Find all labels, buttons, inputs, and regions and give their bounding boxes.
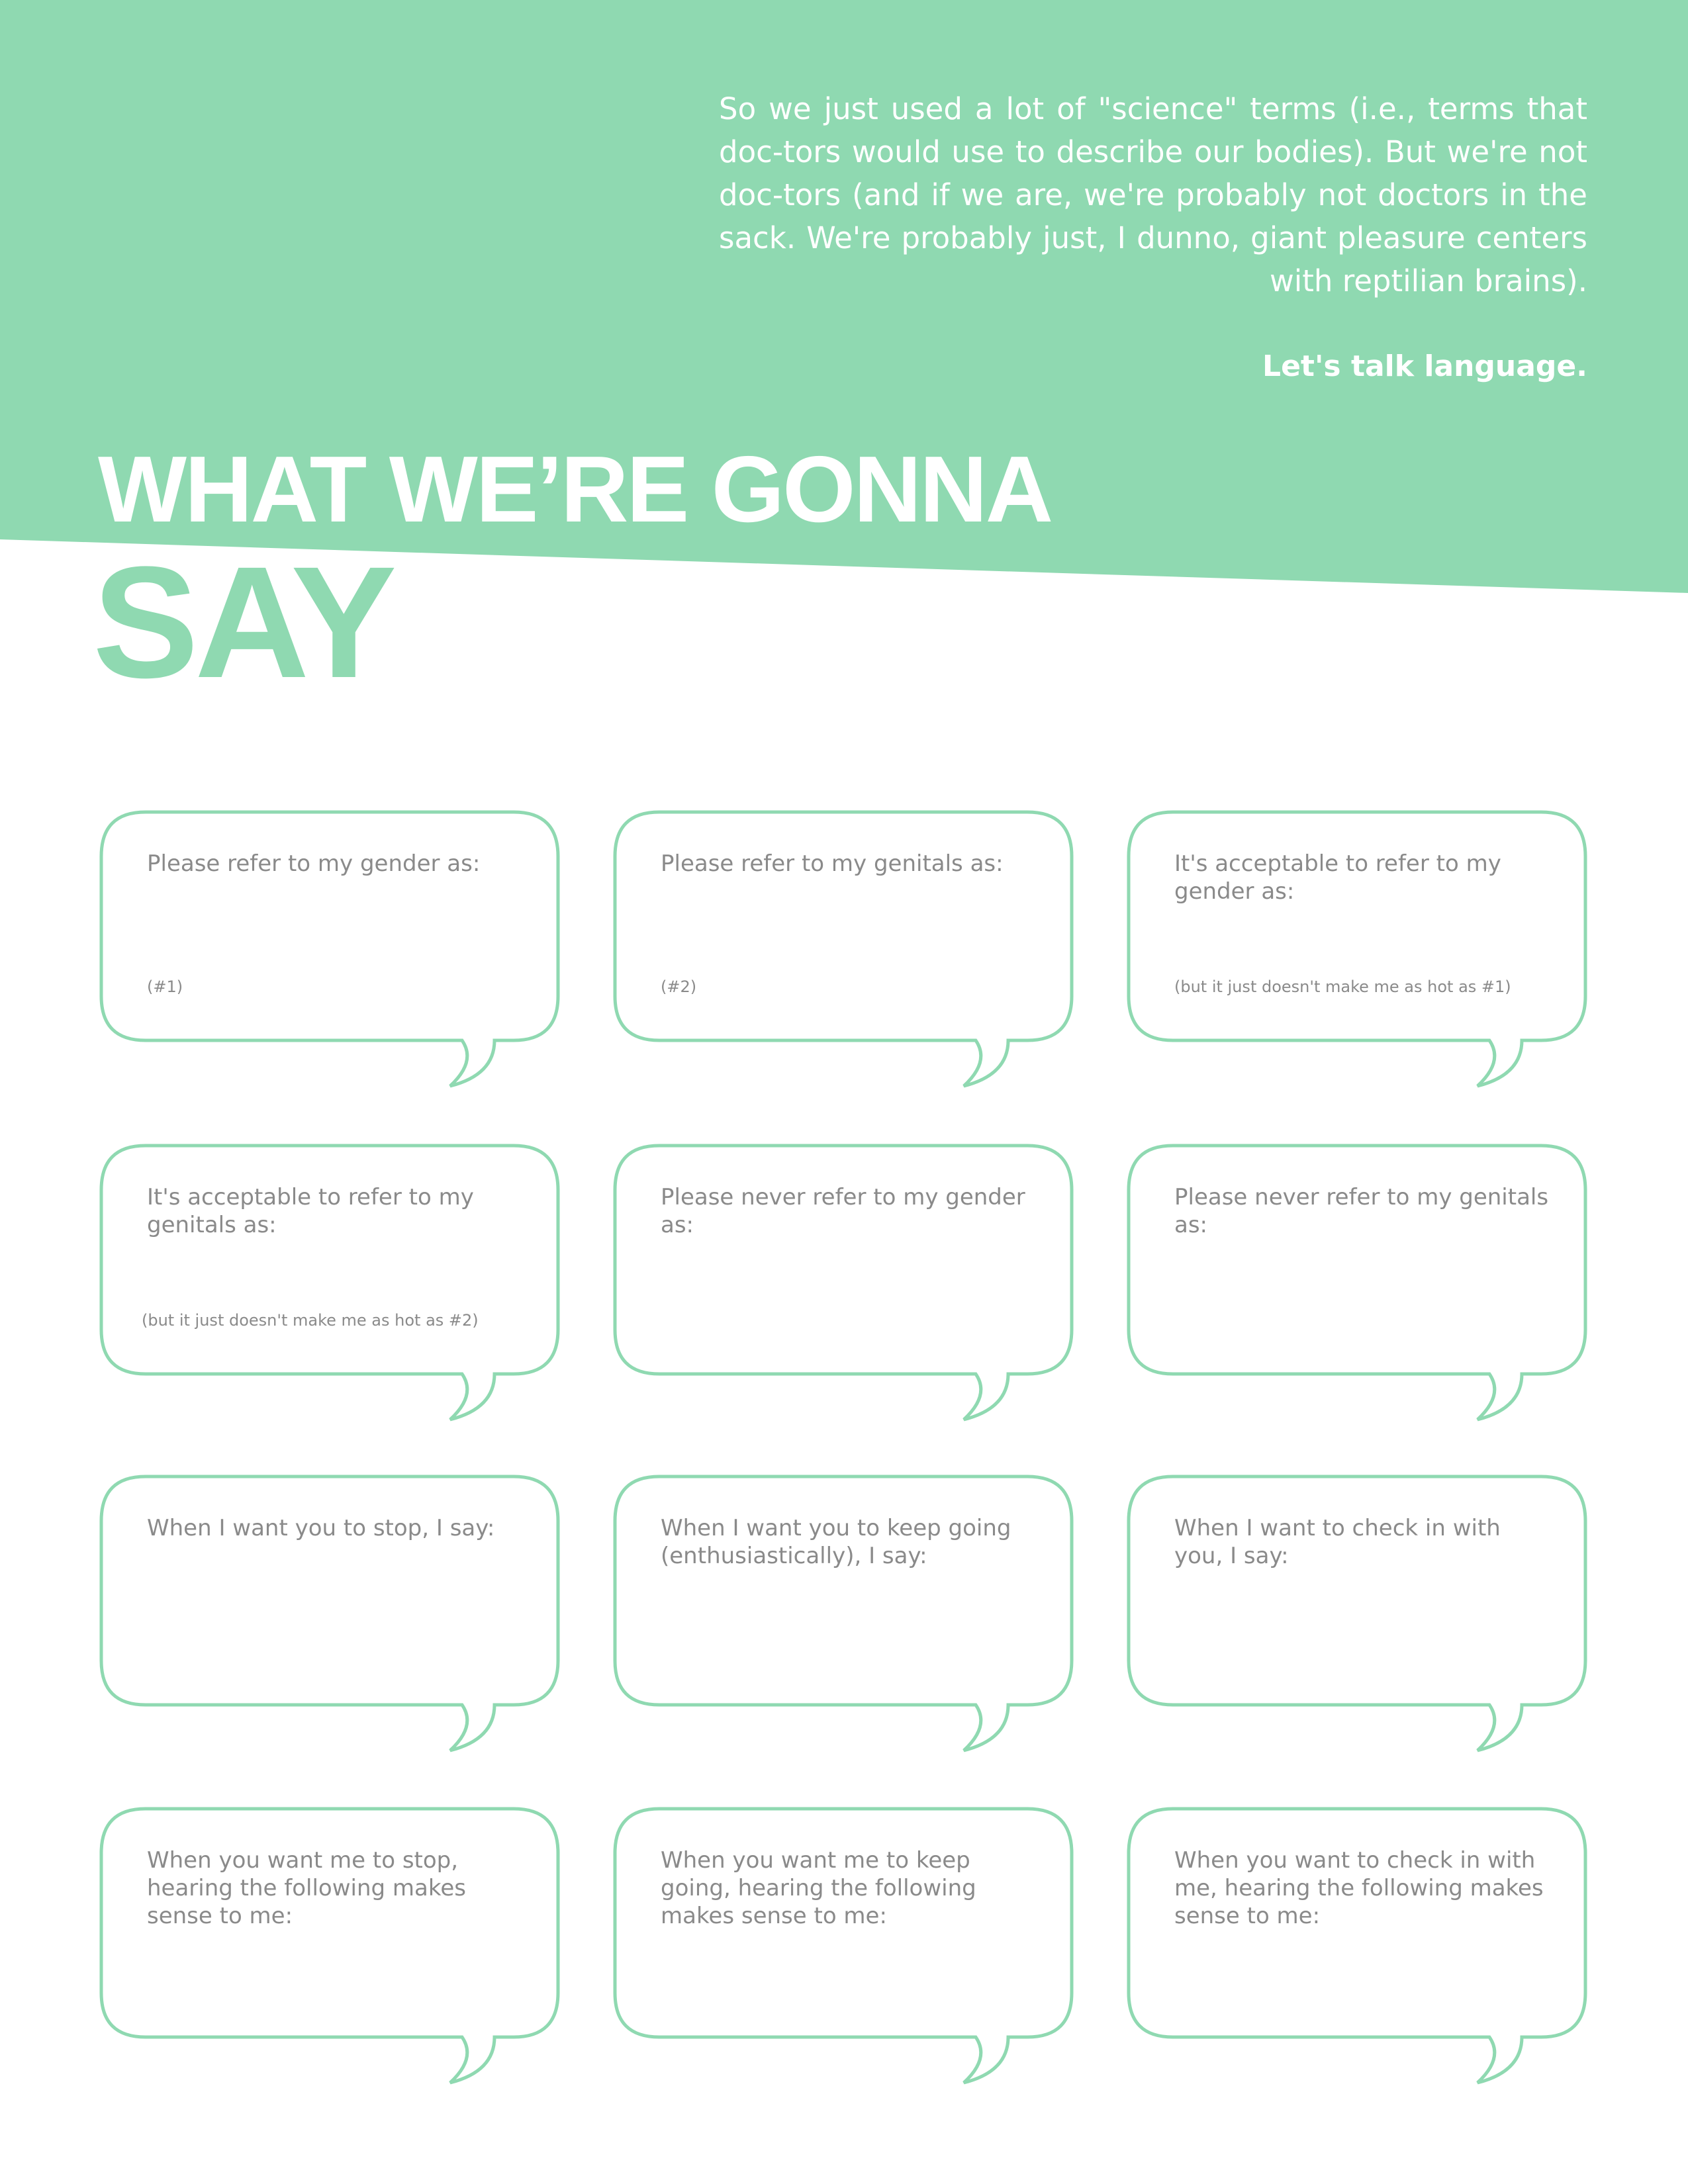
speech-bubble[interactable] bbox=[99, 1807, 560, 2087]
bubble-prompt: It's acceptable to refer to my gender as: bbox=[1174, 850, 1501, 905]
speech-bubble[interactable] bbox=[1127, 1475, 1587, 1755]
speech-bubble[interactable] bbox=[99, 1144, 560, 1424]
speech-bubble[interactable] bbox=[613, 1144, 1074, 1424]
bubble-prompt: Please refer to my gender as: bbox=[147, 850, 481, 877]
speech-bubble[interactable] bbox=[613, 810, 1074, 1091]
bubble-note: (#1) bbox=[147, 978, 183, 996]
speech-bubble[interactable] bbox=[613, 1807, 1074, 2087]
bubble-note: (but it just doesn't make me as hot as #2) bbox=[142, 1311, 479, 1330]
bubble-prompt: When you want to check in with me, hearing the following makes sense to me: bbox=[1174, 1847, 1544, 1929]
speech-bubble[interactable] bbox=[99, 1475, 560, 1755]
bubble-prompt: Please never refer to my gender as: bbox=[661, 1184, 1025, 1238]
bubble-prompt: When you want me to stop, hearing the following makes sense to me: bbox=[147, 1847, 466, 1929]
bubble-prompt: It's acceptable to refer to my genitals as: bbox=[147, 1184, 474, 1238]
bubble-note: (#2) bbox=[661, 978, 697, 996]
bubble-prompt: When I want you to keep going (enthusiastically), I say: bbox=[661, 1515, 1011, 1569]
page-title-line1: WHAT WE’RE GONNA bbox=[98, 437, 1052, 542]
speech-bubble[interactable] bbox=[1127, 1144, 1587, 1424]
bubble-prompt: Please never refer to my genitals as: bbox=[1174, 1184, 1549, 1238]
bubble-note: (but it just doesn't make me as hot as #1) bbox=[1174, 978, 1511, 996]
speech-bubble[interactable] bbox=[1127, 1807, 1587, 2087]
bubble-prompt: Please refer to my genitals as: bbox=[661, 850, 1004, 877]
page-title-line2: SAY bbox=[93, 533, 393, 711]
speech-bubble[interactable] bbox=[1127, 810, 1587, 1091]
bubble-prompt: When I want you to stop, I say: bbox=[147, 1515, 495, 1541]
intro-paragraph: So we just used a lot of "science" terms (i.e., terms that doc-tors would use to describe our bodies). But we're not doc-tors (and if we are, we're probably not doctors in the sack. We're probably just, I dunno, giant pleasure centers with reptilian brains). bbox=[719, 91, 1587, 298]
speech-bubble[interactable] bbox=[613, 1475, 1074, 1755]
bubble-prompt: When I want to check in with you, I say: bbox=[1174, 1515, 1501, 1569]
bubble-prompt: When you want me to keep going, hearing the following makes sense to me: bbox=[661, 1847, 976, 1929]
intro-cta: Let's talk language. bbox=[1262, 349, 1587, 383]
speech-bubble[interactable] bbox=[99, 810, 560, 1091]
